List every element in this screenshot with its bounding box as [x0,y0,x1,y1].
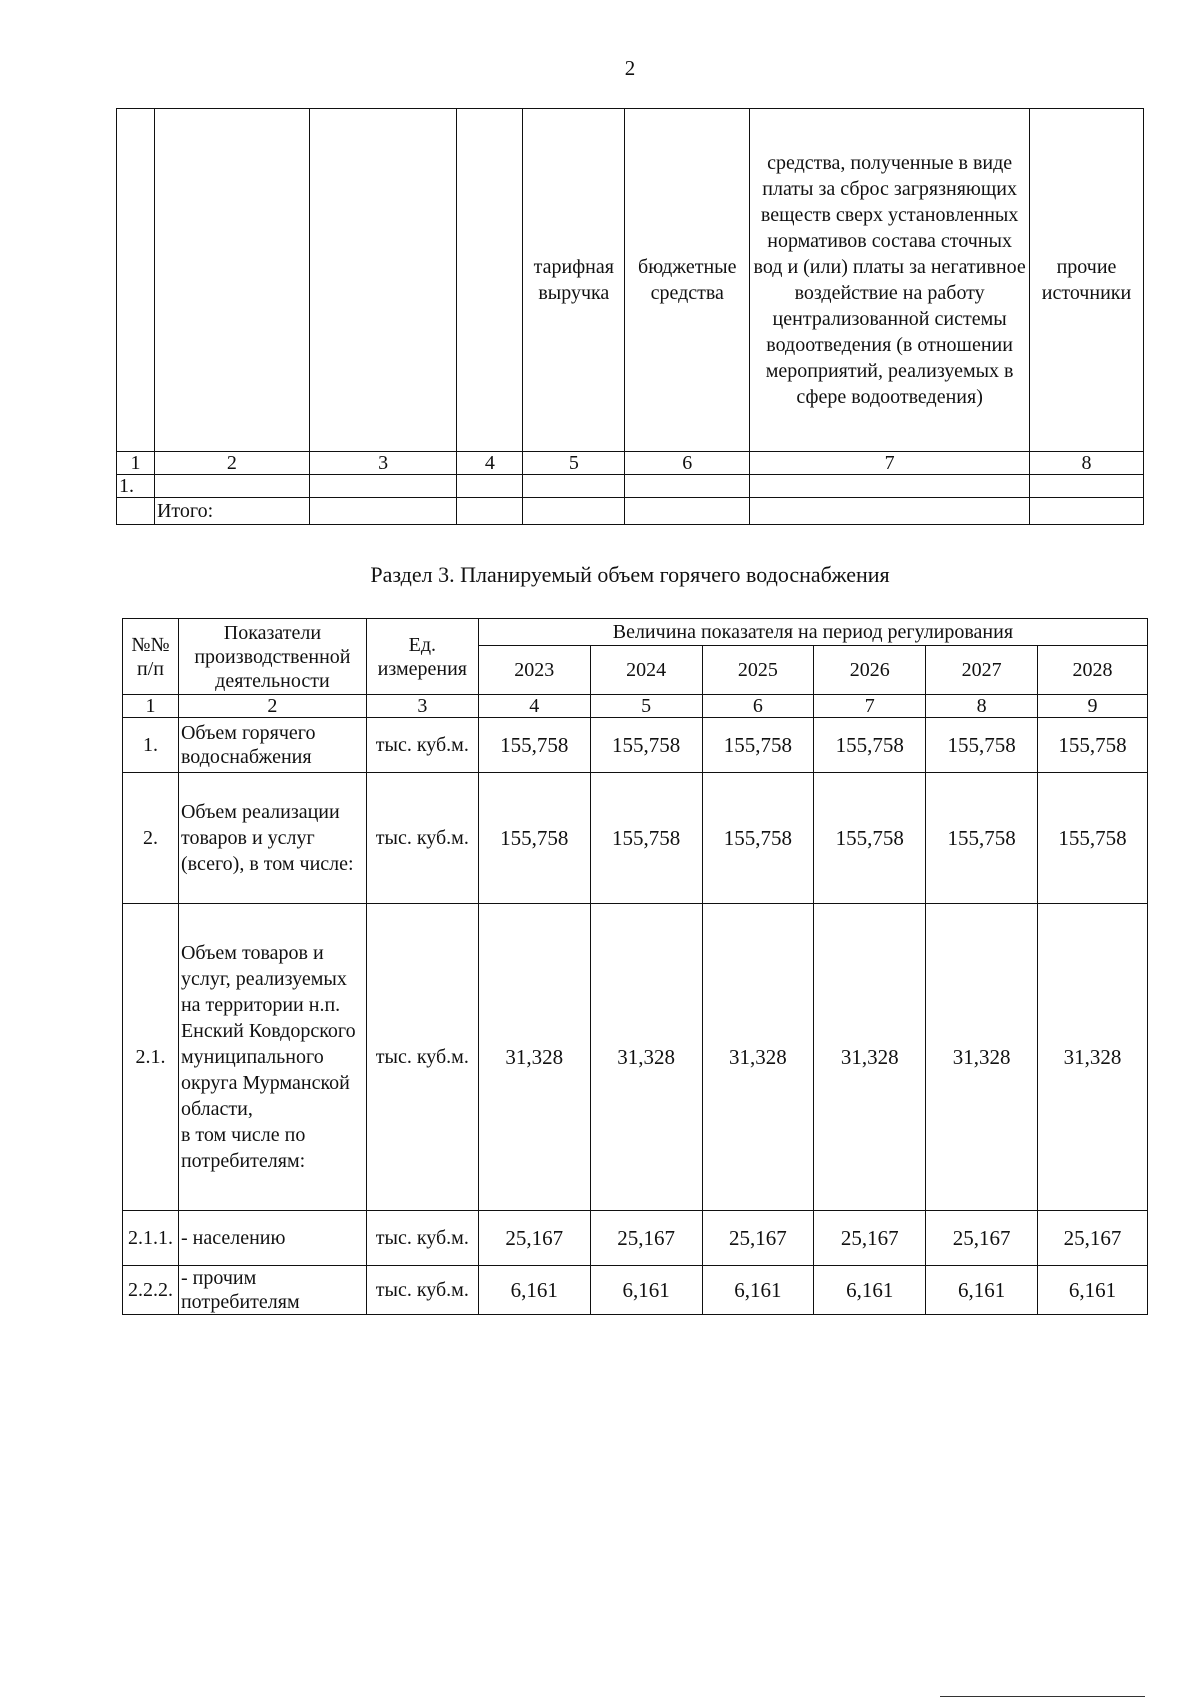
row-value-2026: 155,758 [814,718,926,773]
row-number: 2.2.2. [123,1266,179,1315]
table-row [123,773,1148,904]
table-row [123,1211,1148,1266]
table2-header-indicators: Показатели производственной деятельности [178,619,366,695]
table2-col-number: 2 [178,695,366,718]
table1-cell [523,475,625,498]
row-unit: тыс. куб.м. [366,904,478,1211]
table1-header-budget-funds: бюджетные средства [625,109,750,452]
table1-col-number: 8 [1029,452,1143,475]
row-value-2027: 31,328 [926,904,1038,1211]
row-value-2027: 25,167 [926,1211,1038,1266]
row-value-2024: 6,161 [590,1266,702,1315]
table2-header-period: Величина показателя на период регулирования [478,619,1147,646]
row-value-2023: 31,328 [478,904,590,1211]
row-value-2028: 25,167 [1038,1211,1148,1266]
page-number: 2 [624,56,636,80]
row-indicator-sub: в том числе по потребителям: [180,1124,306,1172]
row-number: 1. [123,718,179,773]
row-value-2025: 155,758 [702,773,814,904]
table2-col-number: 3 [366,695,478,718]
table-row [123,904,1148,1211]
row-value-2028: 155,758 [1038,718,1148,773]
row-unit: тыс. куб.м. [366,1266,478,1315]
table1-header-cell-1 [117,109,155,452]
row-value-2024: 25,167 [590,1211,702,1266]
row-value-2025: 31,328 [702,904,814,1211]
row-value-2026: 6,161 [814,1266,926,1315]
row-indicator-main: Объем товаров и услуг, реализуемых на территории н.п. Енский Ковдорского муниципального округа Мурманской области, [180,942,356,1120]
hot-water-volume-table [122,618,1148,1315]
table1-cell [309,498,457,525]
row-value-2024: 155,758 [590,773,702,904]
row-value-2027: 155,758 [926,773,1038,904]
table1-col-number: 3 [309,452,457,475]
table2-col-number: 7 [814,695,926,718]
table1-col-number: 4 [457,452,523,475]
table2-year-2023: 2023 [478,646,590,695]
table1-cell [309,475,457,498]
row-number: 2. [123,773,179,904]
table-row [123,1266,1148,1315]
row-indicator: - прочим потребителям [178,1266,366,1315]
table2-year-2026: 2026 [814,646,926,695]
row-value-2025: 155,758 [702,718,814,773]
table1-cell [1029,498,1143,525]
table2-header-row [123,619,1148,646]
table1-col-number: 2 [154,452,309,475]
row-value-2023: 155,758 [478,718,590,773]
table1-cell [154,475,309,498]
table1-cell [457,475,523,498]
row-value-2025: 6,161 [702,1266,814,1315]
row-indicator: - населению [178,1211,366,1266]
table1-total-row [117,498,1144,525]
row-indicator: Объем реализации товаров и услуг (всего), в том числе: [178,773,366,904]
table1-cell [457,498,523,525]
table1-cell [523,498,625,525]
financing-sources-table [116,108,1144,525]
table1-header-tariff-revenue: тарифная выручка [523,109,625,452]
row-value-2024: 155,758 [590,718,702,773]
row-number: 2.1.1. [123,1211,179,1266]
table2-col-number: 9 [1038,695,1148,718]
row-value-2025: 25,167 [702,1211,814,1266]
table-row [123,718,1148,773]
row-value-2028: 6,161 [1038,1266,1148,1315]
row-value-2024: 31,328 [590,904,702,1211]
row-value-2027: 6,161 [926,1266,1038,1315]
row-number: 2.1. [123,904,179,1211]
table2-col-number: 5 [590,695,702,718]
row-value-2027: 155,758 [926,718,1038,773]
row-indicator: Объем горячего водоснабжения [178,718,366,773]
row-value-2026: 31,328 [814,904,926,1211]
table2-header-unit: Ед. измерения [366,619,478,695]
table1-col-number: 7 [750,452,1030,475]
table1-header-other-sources: прочие источники [1029,109,1143,452]
table1-cell [117,498,155,525]
table2-col-number: 4 [478,695,590,718]
table1-column-numbers-row [117,452,1144,475]
row-value-2026: 25,167 [814,1211,926,1266]
table1-header-cell-4 [457,109,523,452]
row-value-2023: 155,758 [478,773,590,904]
table1-header-cell-2 [154,109,309,452]
table1-header-pollution-fees: средства, полученные в виде платы за сброс загрязняющих веществ сверх установленных нормативов состава сточных вод и (или) платы за негативное воздействие на работу централизованной системы водоотведения (в отношении мероприятий, реализуемых в сфере водоотведения) [750,109,1030,452]
table1-cell [750,498,1030,525]
table2-col-number: 1 [123,695,179,718]
row-unit: тыс. куб.м. [366,773,478,904]
table1-cell [750,475,1030,498]
table2-col-number: 8 [926,695,1038,718]
table1-col-number: 5 [523,452,625,475]
row-value-2023: 6,161 [478,1266,590,1315]
table2-header-num: №№ п/п [123,619,179,695]
table2-year-2027: 2027 [926,646,1038,695]
table1-cell [625,475,750,498]
table1-row-number: 1. [117,475,155,498]
table2-col-number: 6 [702,695,814,718]
row-value-2028: 31,328 [1038,904,1148,1211]
table2-year-2028: 2028 [1038,646,1148,695]
row-unit: тыс. куб.м. [366,1211,478,1266]
section-title: Раздел 3. Планируемый объем горячего водоснабжения [370,562,890,587]
table2-column-numbers-row [123,695,1148,718]
table1-header-row [117,109,1144,452]
row-indicator [178,904,366,1211]
row-value-2028: 155,758 [1038,773,1148,904]
table1-cell [1029,475,1143,498]
table2-year-2024: 2024 [590,646,702,695]
row-value-2026: 155,758 [814,773,926,904]
row-unit: тыс. куб.м. [366,718,478,773]
bottom-divider [940,1696,1145,1697]
row-value-2023: 25,167 [478,1211,590,1266]
table1-total-label: Итого: [154,498,309,525]
table1-col-number: 6 [625,452,750,475]
table2-year-2025: 2025 [702,646,814,695]
table1-col-number: 1 [117,452,155,475]
table1-header-cell-3 [309,109,457,452]
table-row [117,475,1144,498]
table1-cell [625,498,750,525]
